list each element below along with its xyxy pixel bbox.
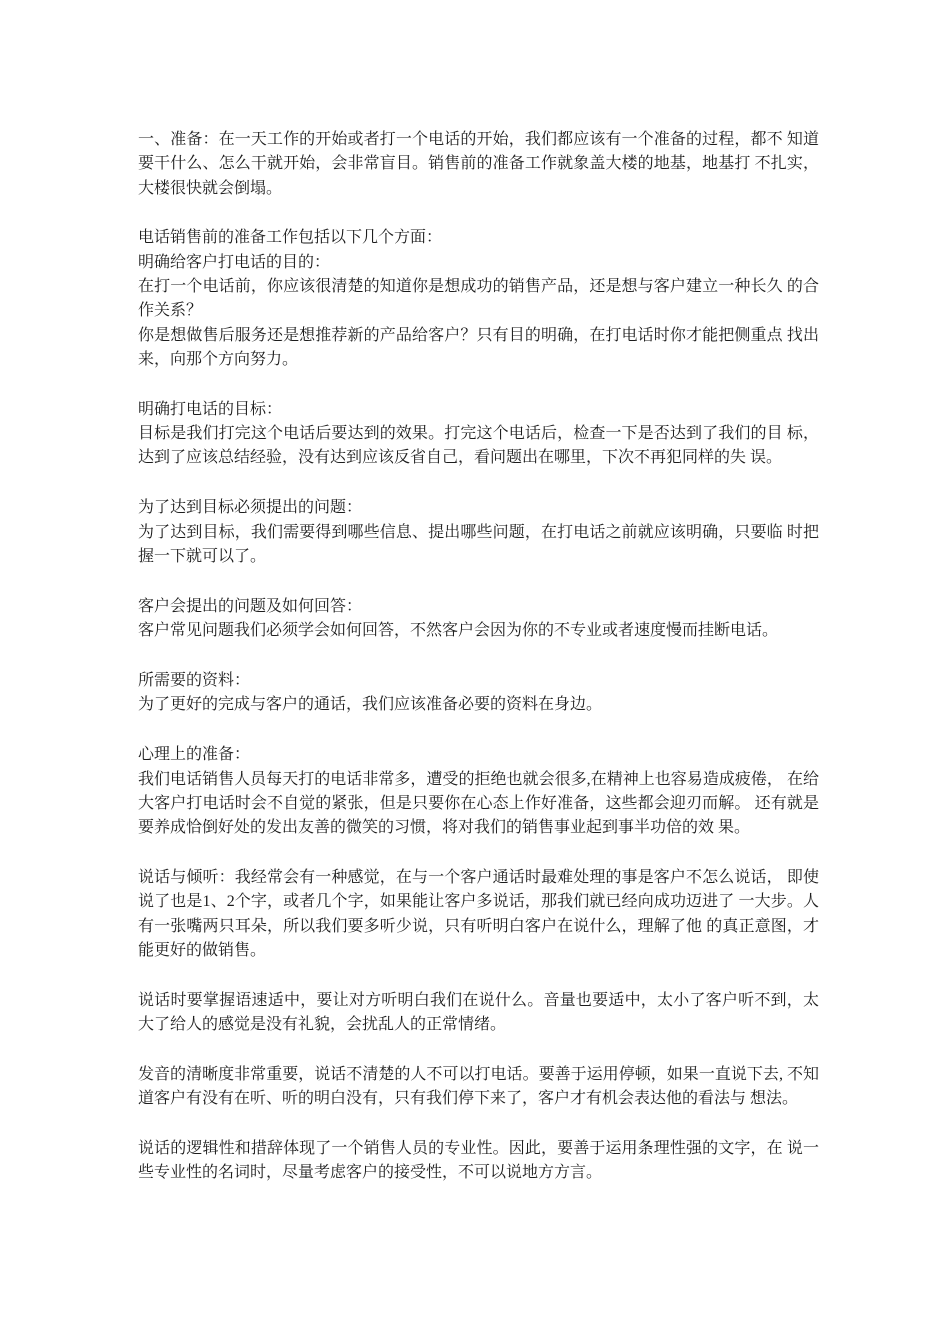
paragraph: 你是想做售后服务还是想推荐新的产品给客户？只有目的明确，在打电话时你才能把侧重点 找出来，向那个方向努力。 — [138, 326, 819, 368]
paragraph: 所需要的资料： — [138, 672, 251, 690]
paragraph: 为了更好的完成与客户的通话，我们应该准备必要的资料在身边。 — [138, 696, 603, 714]
paragraph: 明确给客户打电话的目的： — [138, 253, 331, 271]
paragraph: 说话的逻辑性和措辞体现了一个销售人员的专业性。因此，要善于运用条理性强的文字，在 说一些专业性的名词时，尽量考虑客户的接受性，不可以说地方方言。 — [138, 1140, 819, 1182]
document-content — [138, 128, 819, 1186]
paragraph-block-call-purpose — [138, 226, 819, 372]
paragraph: 发音的清晰度非常重要，说话不清楚的人不可以打电话。要善于运用停顿，如果一直说下去, 不知道客户有没有在听、听的明白没有，只有我们停下来了，客户才有机会表达他的看法与 想法。 — [138, 1065, 819, 1108]
paragraph: 说话时要掌握语速适中，要让对方听明白我们在说什么。音量也要适中，太小了客户听不到，太大了给人的感觉是没有礼貌，会扰乱人的正常情绪。 — [138, 991, 819, 1034]
paragraph-block-speech-logic — [138, 1137, 819, 1186]
paragraph: 客户常见问题我们必须学会如何回答，不然客户会因为你的不专业或者速度慢而挂断电话。 — [138, 622, 779, 640]
paragraph: 客户会提出的问题及如何回答： — [138, 597, 363, 615]
paragraph-block-customer-questions — [138, 595, 819, 644]
paragraph: 明确打电话的目标： — [138, 400, 283, 418]
paragraph-block-mental-preparation — [138, 743, 819, 840]
paragraph-block-call-goal — [138, 398, 819, 471]
paragraph-block-talking-listening — [138, 866, 819, 963]
paragraph: 一、准备：在一天工作的开始或者打一个电话的开始，我们都应该有一个准备的过程，都不 知道要干什么、怎么干就开始，会非常盲目。销售前的准备工作就象盖大楼的地基，地基打 不扎实，大楼很快就会倒塌。 — [138, 131, 819, 197]
paragraph: 目标是我们打完这个电话后要达到的效果。打完这个电话后，检查一下是否达到了我们的目 标，达到了应该总结经验，没有达到应该反省自己，看问题出在哪里，下次不再犯同样的失 误。 — [138, 425, 819, 467]
paragraph-block-materials-needed — [138, 669, 819, 718]
paragraph-block-questions-to-ask — [138, 496, 819, 569]
paragraph: 电话销售前的准备工作包括以下几个方面： — [138, 229, 443, 247]
paragraph-block-pronunciation-clarity — [138, 1063, 819, 1112]
paragraph: 为了达到目标必须提出的问题： — [138, 499, 363, 517]
paragraph: 在打一个电话前，你应该很清楚的知道你是想成功的销售产品，还是想与客户建立一种长久 的合作关系？ — [138, 278, 819, 320]
paragraph: 说话与倾听：我经常会有一种感觉，在与一个客户通话时最难处理的事是客户不怎么说话， 即使说了也是1、2个字，或者几个字，如果能让客户多说话，那我们就已经向成功迈进了 一大步。人有一张嘴两只耳朵，所以我们要多听少说，只有听明白客户在说什么，理解了他 的真正意图，才能更好的做销售。 — [138, 868, 819, 959]
paragraph: 我们电话销售人员每天打的电话非常多，遭受的拒绝也就会很多,在精神上也容易造成疲倦， 在给大客户打电话时会不自觉的紧张，但是只要你在心态上作好准备，这些都会迎刃而解。 还有就是要养成恰倒好处的发出友善的微笑的习惯，将对我们的销售事业起到事半功倍的效 果。 — [138, 770, 819, 837]
paragraph: 为了达到目标，我们需要得到哪些信息、提出哪些问题，在打电话之前就应该明确，只要临 时把握一下就可以了。 — [138, 523, 819, 565]
paragraph-block-speech-pace — [138, 989, 819, 1038]
paragraph-block-preparation-intro — [138, 128, 819, 201]
paragraph: 心理上的准备： — [138, 746, 251, 764]
